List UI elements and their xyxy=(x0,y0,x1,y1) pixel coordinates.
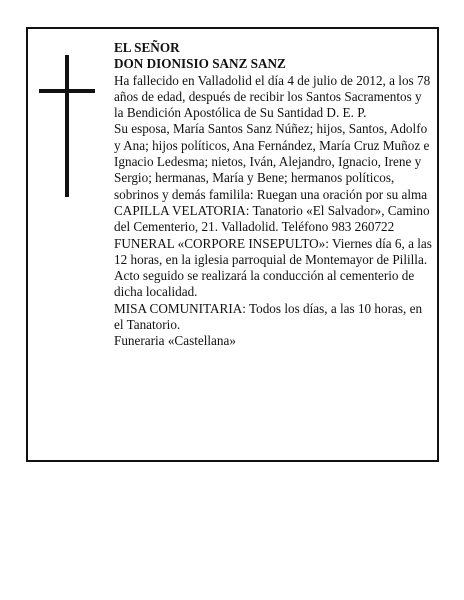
notice-heading-title: EL SEÑOR xyxy=(114,40,180,55)
deceased-name: DON DIONISIO SANZ SANZ xyxy=(114,56,286,72)
notice-text xyxy=(114,40,432,350)
funeral-info: FUNERAL «CORPORE INSEPULTO»: Viernes día 6, a las 12 horas, en la iglesia parroquial de Montemayor de Pililla. Acto seguido se realizará la conducción al cementerio de dicha localidad. xyxy=(114,235,432,300)
wake-chapel-info: CAPILLA VELATORIA: Tanatorio «El Salvador», Camino del Cementerio, 21. Valladolid. Teléfono 983 260722 xyxy=(114,202,430,235)
death-announcement: Ha fallecido en Valladolid el día 4 de julio de 2012, a los 78 años de edad, después de recibir los Santos Sacramentos y la Bendición Apostólica de Su Santidad D. E. P. xyxy=(114,72,431,121)
family-list: Su esposa, María Santos Sanz Núñez; hijos, Santos, Adolfo y Ana; hijos políticos, Ana Fernández, María Cruz Muñoz e Ignacio Ledesma; nietos, Iván, Alejandro, Ignacio, Irene y Sergio; hermanas, María y Bene; hermanos políticos, sobrinos y demás familila: Ruegan una oración por su alma xyxy=(114,121,430,202)
cross-horizontal-bar xyxy=(39,89,95,93)
cross-vertical-bar xyxy=(65,55,69,197)
funeral-home: Funeraria «Castellana» xyxy=(114,333,236,349)
cross-icon xyxy=(39,55,95,197)
community-mass-info: MISA COMUNITARIA: Todos los días, a las 10 horas, en el Tanatorio. xyxy=(114,300,423,333)
obituary-notice xyxy=(26,27,439,462)
